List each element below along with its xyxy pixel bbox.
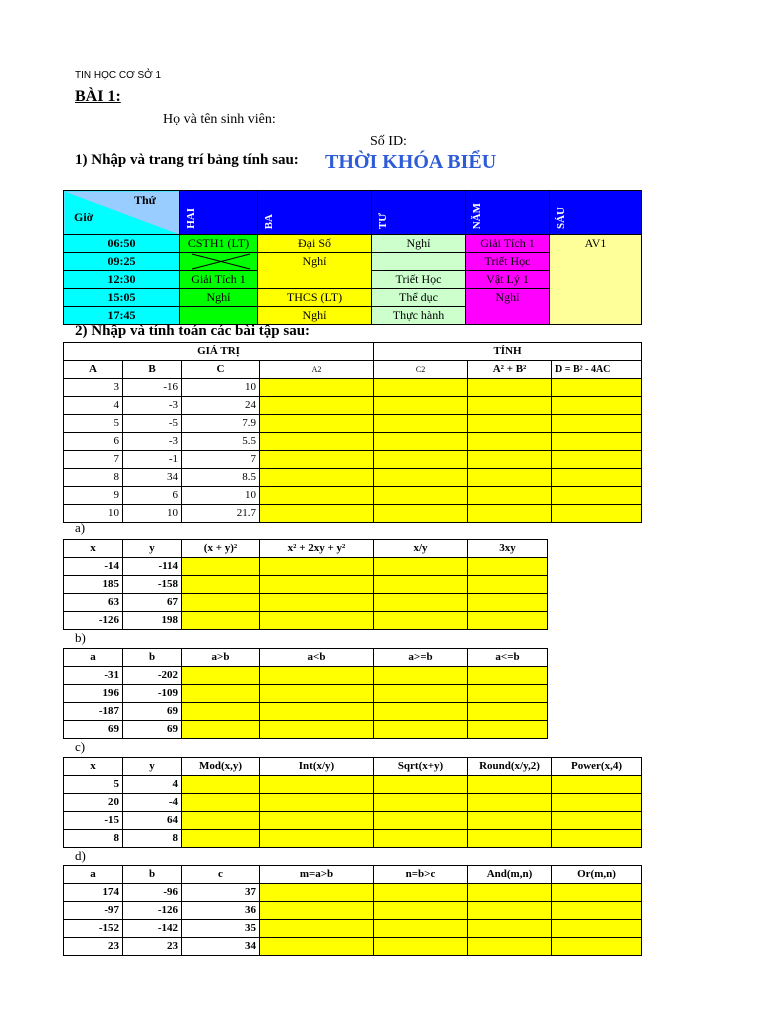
column-header: Sqrt(x+y) bbox=[374, 758, 468, 776]
day-label: NĂM bbox=[471, 202, 483, 229]
cell: 185 bbox=[64, 576, 123, 594]
answer-cell[interactable] bbox=[260, 703, 374, 721]
column-header: m=a>b bbox=[260, 866, 374, 884]
answer-cell[interactable] bbox=[468, 451, 552, 469]
column-header: a bbox=[64, 866, 123, 884]
column-header: x² + 2xy + y² bbox=[260, 540, 374, 558]
time-cell: 15:05 bbox=[64, 289, 180, 307]
timetable-cell-sau bbox=[550, 235, 642, 325]
answer-cell[interactable] bbox=[260, 415, 374, 433]
table-row bbox=[64, 685, 548, 703]
column-header: (x + y)² bbox=[182, 540, 260, 558]
answer-cell[interactable] bbox=[260, 505, 374, 523]
cell: 5.5 bbox=[182, 433, 260, 451]
answer-cell[interactable] bbox=[468, 776, 552, 794]
cell: 35 bbox=[182, 920, 260, 938]
table-row bbox=[64, 703, 548, 721]
answer-cell[interactable] bbox=[552, 830, 642, 848]
exercise-c-label: c) bbox=[75, 739, 86, 754]
cell: 10 bbox=[123, 505, 182, 523]
cell: -1 bbox=[123, 451, 182, 469]
answer-cell[interactable] bbox=[374, 558, 468, 576]
cell: 8 bbox=[123, 830, 182, 848]
cell: 10 bbox=[182, 379, 260, 397]
column-header: C bbox=[182, 361, 260, 379]
group-header-compute: TÍNH bbox=[374, 343, 642, 361]
day-label: TƯ bbox=[377, 212, 389, 229]
answer-cell[interactable] bbox=[468, 830, 552, 848]
cell: -5 bbox=[123, 415, 182, 433]
cell: 3 bbox=[64, 379, 123, 397]
cell: -187 bbox=[64, 703, 123, 721]
table-row bbox=[64, 830, 642, 848]
cell: -4 bbox=[123, 794, 182, 812]
cell: 8 bbox=[64, 830, 123, 848]
answer-cell[interactable] bbox=[374, 902, 468, 920]
answer-cell[interactable] bbox=[260, 594, 374, 612]
answer-cell[interactable] bbox=[374, 830, 468, 848]
cell: 69 bbox=[64, 721, 123, 739]
cell: 5 bbox=[64, 415, 123, 433]
time-cell: 12:30 bbox=[64, 271, 180, 289]
answer-cell[interactable] bbox=[468, 685, 548, 703]
table-row bbox=[64, 884, 642, 902]
column-header: y bbox=[123, 540, 182, 558]
timetable-cell-text: AV1 bbox=[584, 236, 607, 250]
column-header: D = B² - 4AC bbox=[552, 361, 642, 379]
table-row bbox=[64, 487, 642, 505]
table-row bbox=[64, 920, 642, 938]
answer-cell[interactable] bbox=[260, 776, 374, 794]
cell: -152 bbox=[64, 920, 123, 938]
cell: 36 bbox=[182, 902, 260, 920]
answer-cell[interactable] bbox=[552, 469, 642, 487]
column-header: Mod(x,y) bbox=[182, 758, 260, 776]
answer-cell[interactable] bbox=[468, 487, 552, 505]
answer-cell[interactable] bbox=[260, 902, 374, 920]
table-row bbox=[64, 433, 642, 451]
column-header: b bbox=[123, 866, 182, 884]
column-header: Int(x/y) bbox=[260, 758, 374, 776]
table-row bbox=[64, 812, 642, 830]
answer-cell[interactable] bbox=[182, 776, 260, 794]
cell: 7 bbox=[64, 451, 123, 469]
answer-cell[interactable] bbox=[374, 794, 468, 812]
timetable-cell: Giải Tích 1 bbox=[180, 271, 258, 289]
lesson-title: BÀI 1: bbox=[75, 88, 121, 105]
answer-cell[interactable] bbox=[182, 703, 260, 721]
corner-time-label: Giờ bbox=[74, 210, 94, 224]
table-row bbox=[64, 721, 548, 739]
column-header: c bbox=[182, 866, 260, 884]
corner-day-label: Thứ bbox=[134, 193, 156, 207]
table-row bbox=[64, 558, 548, 576]
answer-cell[interactable] bbox=[552, 902, 642, 920]
answer-cell[interactable] bbox=[468, 594, 548, 612]
answer-cell[interactable] bbox=[374, 451, 468, 469]
cell: -126 bbox=[64, 612, 123, 630]
values-body bbox=[64, 379, 642, 523]
column-header: B bbox=[123, 361, 182, 379]
answer-cell[interactable] bbox=[552, 433, 642, 451]
answer-cell[interactable] bbox=[260, 812, 374, 830]
cell: 7 bbox=[182, 451, 260, 469]
answer-cell[interactable] bbox=[182, 594, 260, 612]
answer-cell[interactable] bbox=[552, 415, 642, 433]
answer-cell[interactable] bbox=[374, 379, 468, 397]
column-header: A2 bbox=[260, 361, 374, 379]
column-header: x bbox=[64, 758, 123, 776]
cell: 8 bbox=[64, 469, 123, 487]
cell: 23 bbox=[123, 938, 182, 956]
answer-cell[interactable] bbox=[552, 938, 642, 956]
answer-cell[interactable] bbox=[468, 902, 552, 920]
table-row bbox=[64, 794, 642, 812]
exercise-d-table bbox=[63, 865, 642, 956]
answer-cell[interactable] bbox=[468, 721, 548, 739]
cell: -158 bbox=[123, 576, 182, 594]
answer-cell[interactable] bbox=[374, 776, 468, 794]
time-cell: 06:50 bbox=[64, 235, 180, 253]
student-name-label: Họ và tên sinh viên: bbox=[163, 112, 276, 127]
timetable-cell-text: Nghỉ bbox=[302, 254, 327, 268]
answer-cell[interactable] bbox=[260, 469, 374, 487]
timetable-cell: Thực hành bbox=[372, 307, 466, 325]
column-header: a>b bbox=[182, 649, 260, 667]
cell: 7.9 bbox=[182, 415, 260, 433]
table-row bbox=[64, 612, 548, 630]
answer-cell[interactable] bbox=[374, 505, 468, 523]
cell: 6 bbox=[123, 487, 182, 505]
answer-cell[interactable] bbox=[374, 415, 468, 433]
cell: 23 bbox=[64, 938, 123, 956]
column-header: a<b bbox=[260, 649, 374, 667]
course-title: TIN HỌC CƠ SỞ 1 bbox=[75, 70, 162, 81]
cell: 198 bbox=[123, 612, 182, 630]
table-row bbox=[64, 415, 642, 433]
group-header-values: GIÁ TRỊ bbox=[64, 343, 374, 361]
column-header: x bbox=[64, 540, 123, 558]
cell: 67 bbox=[123, 594, 182, 612]
column-header: a bbox=[64, 649, 123, 667]
timetable-cell: THCS (LT) bbox=[258, 289, 372, 307]
column-header: A² + B² bbox=[468, 361, 552, 379]
cell: 64 bbox=[123, 812, 182, 830]
timetable-cell: Giải Tích 1 bbox=[466, 235, 550, 253]
column-header: b bbox=[123, 649, 182, 667]
answer-cell[interactable] bbox=[374, 685, 468, 703]
cell: 174 bbox=[64, 884, 123, 902]
cell: -14 bbox=[64, 558, 123, 576]
answer-cell[interactable] bbox=[374, 487, 468, 505]
answer-cell[interactable] bbox=[468, 558, 548, 576]
cell: -96 bbox=[123, 884, 182, 902]
cell: 69 bbox=[123, 703, 182, 721]
answer-cell[interactable] bbox=[260, 685, 374, 703]
cell: -126 bbox=[123, 902, 182, 920]
day-header-hai bbox=[180, 191, 258, 235]
cell: -109 bbox=[123, 685, 182, 703]
cell: -16 bbox=[123, 379, 182, 397]
column-header: a<=b bbox=[468, 649, 548, 667]
cell: 4 bbox=[123, 776, 182, 794]
time-cell: 17:45 bbox=[64, 307, 180, 325]
answer-cell[interactable] bbox=[468, 469, 552, 487]
exercise-a-label: a) bbox=[75, 520, 86, 535]
column-header: Or(m,n) bbox=[552, 866, 642, 884]
values-table bbox=[63, 342, 642, 523]
timetable-cell bbox=[180, 307, 258, 325]
answer-cell[interactable] bbox=[552, 379, 642, 397]
answer-cell[interactable] bbox=[374, 884, 468, 902]
cell: -202 bbox=[123, 667, 182, 685]
timetable-cell bbox=[258, 253, 372, 289]
answer-cell[interactable] bbox=[182, 794, 260, 812]
time-cell: 09:25 bbox=[64, 253, 180, 271]
column-header: 3xy bbox=[468, 540, 548, 558]
column-header: A bbox=[64, 361, 123, 379]
exercise-c-table bbox=[63, 757, 642, 848]
answer-cell[interactable] bbox=[260, 794, 374, 812]
answer-cell[interactable] bbox=[260, 721, 374, 739]
timetable-cell: Thể dục bbox=[372, 289, 466, 307]
timetable-cell: Triết Học bbox=[466, 253, 550, 271]
answer-cell[interactable] bbox=[182, 830, 260, 848]
cell: 6 bbox=[64, 433, 123, 451]
table-row bbox=[64, 505, 642, 523]
answer-cell[interactable] bbox=[468, 415, 552, 433]
cell: -3 bbox=[123, 397, 182, 415]
cell: -114 bbox=[123, 558, 182, 576]
answer-cell[interactable] bbox=[552, 920, 642, 938]
column-header: And(m,n) bbox=[468, 866, 552, 884]
table-row bbox=[64, 667, 548, 685]
answer-cell[interactable] bbox=[374, 721, 468, 739]
answer-cell[interactable] bbox=[552, 812, 642, 830]
answer-cell[interactable] bbox=[374, 576, 468, 594]
answer-cell[interactable] bbox=[182, 667, 260, 685]
cell: 8.5 bbox=[182, 469, 260, 487]
answer-cell[interactable] bbox=[260, 451, 374, 469]
answer-cell[interactable] bbox=[260, 938, 374, 956]
column-header: a>=b bbox=[374, 649, 468, 667]
cell: -97 bbox=[64, 902, 123, 920]
answer-cell[interactable] bbox=[260, 379, 374, 397]
cell: 37 bbox=[182, 884, 260, 902]
answer-cell[interactable] bbox=[374, 433, 468, 451]
table-row bbox=[64, 938, 642, 956]
answer-cell[interactable] bbox=[468, 667, 548, 685]
answer-cell[interactable] bbox=[552, 884, 642, 902]
exercise-b-table bbox=[63, 648, 548, 739]
table-row bbox=[64, 469, 642, 487]
student-id-label: Số ID: bbox=[370, 134, 407, 149]
answer-cell[interactable] bbox=[182, 576, 260, 594]
column-header: C2 bbox=[374, 361, 468, 379]
answer-cell[interactable] bbox=[182, 812, 260, 830]
exercise-b-label: b) bbox=[75, 630, 86, 645]
cell: 20 bbox=[64, 794, 123, 812]
cell: 5 bbox=[64, 776, 123, 794]
section-1-heading: 1) Nhập và trang trí bảng tính sau: bbox=[75, 152, 299, 168]
exercise-d-label: d) bbox=[75, 848, 86, 863]
answer-cell[interactable] bbox=[374, 594, 468, 612]
answer-cell[interactable] bbox=[468, 920, 552, 938]
table-row bbox=[64, 776, 642, 794]
table-row bbox=[64, 902, 642, 920]
answer-cell[interactable] bbox=[182, 685, 260, 703]
timetable-corner-cell bbox=[64, 191, 180, 235]
answer-cell[interactable] bbox=[374, 469, 468, 487]
cell: 63 bbox=[64, 594, 123, 612]
day-label: SÁU bbox=[555, 206, 567, 229]
day-label: HAI bbox=[185, 208, 197, 229]
answer-cell[interactable] bbox=[260, 920, 374, 938]
cell: -3 bbox=[123, 433, 182, 451]
answer-cell[interactable] bbox=[468, 576, 548, 594]
cross-mark-icon bbox=[180, 253, 258, 270]
answer-cell[interactable] bbox=[468, 379, 552, 397]
answer-cell[interactable] bbox=[552, 487, 642, 505]
cell: 10 bbox=[64, 505, 123, 523]
timetable-cell: Triết Học bbox=[372, 271, 466, 289]
column-header: y bbox=[123, 758, 182, 776]
day-header-ba bbox=[258, 191, 372, 235]
timetable-title: THỜI KHÓA BIỂU bbox=[325, 151, 497, 173]
cell: 196 bbox=[64, 685, 123, 703]
answer-cell[interactable] bbox=[260, 397, 374, 415]
column-header: Power(x,4) bbox=[552, 758, 642, 776]
cell: 69 bbox=[123, 721, 182, 739]
answer-cell[interactable] bbox=[182, 721, 260, 739]
answer-cell[interactable] bbox=[182, 558, 260, 576]
timetable-cell: CSTH1 (LT) bbox=[180, 235, 258, 253]
answer-cell[interactable] bbox=[374, 703, 468, 721]
answer-cell[interactable] bbox=[552, 451, 642, 469]
answer-cell[interactable] bbox=[260, 487, 374, 505]
answer-cell[interactable] bbox=[552, 794, 642, 812]
answer-cell[interactable] bbox=[260, 558, 374, 576]
answer-cell[interactable] bbox=[468, 703, 548, 721]
table-row bbox=[64, 576, 548, 594]
section-2-heading: 2) Nhập và tính toán các bài tập sau: bbox=[75, 323, 311, 339]
answer-cell[interactable] bbox=[468, 433, 552, 451]
answer-cell[interactable] bbox=[468, 505, 552, 523]
cell: 9 bbox=[64, 487, 123, 505]
timetable-cell-text: Nghỉ bbox=[495, 290, 520, 304]
table-row bbox=[64, 379, 642, 397]
answer-cell[interactable] bbox=[374, 920, 468, 938]
answer-cell[interactable] bbox=[374, 397, 468, 415]
answer-cell[interactable] bbox=[260, 433, 374, 451]
table-row bbox=[64, 397, 642, 415]
answer-cell[interactable] bbox=[260, 884, 374, 902]
answer-cell[interactable] bbox=[374, 612, 468, 630]
timetable-cell: Nghỉ bbox=[372, 235, 466, 253]
answer-cell[interactable] bbox=[468, 938, 552, 956]
cell: 34 bbox=[182, 938, 260, 956]
cell: -142 bbox=[123, 920, 182, 938]
exercise-a-table bbox=[63, 539, 548, 630]
timetable-crossed-cell bbox=[180, 253, 258, 271]
answer-cell[interactable] bbox=[374, 938, 468, 956]
answer-cell[interactable] bbox=[260, 830, 374, 848]
timetable-cell: Vật Lý 1 bbox=[466, 271, 550, 289]
timetable bbox=[63, 190, 642, 325]
answer-cell[interactable] bbox=[260, 667, 374, 685]
day-header-sau bbox=[550, 191, 642, 235]
answer-cell[interactable] bbox=[468, 812, 552, 830]
cell: 34 bbox=[123, 469, 182, 487]
answer-cell[interactable] bbox=[260, 576, 374, 594]
answer-cell[interactable] bbox=[374, 812, 468, 830]
day-header-nam bbox=[466, 191, 550, 235]
cell: 10 bbox=[182, 487, 260, 505]
timetable-cell: Nghỉ bbox=[258, 307, 372, 325]
table-row bbox=[64, 451, 642, 469]
answer-cell[interactable] bbox=[552, 397, 642, 415]
timetable-cell bbox=[466, 289, 550, 325]
timetable-cell: Đại Số bbox=[258, 235, 372, 253]
answer-cell[interactable] bbox=[552, 776, 642, 794]
cell: -31 bbox=[64, 667, 123, 685]
column-header: Round(x/y,2) bbox=[468, 758, 552, 776]
timetable-cell: Nghỉ bbox=[180, 289, 258, 307]
cell: 24 bbox=[182, 397, 260, 415]
day-label: BA bbox=[263, 213, 275, 229]
timetable-cell bbox=[372, 253, 466, 271]
answer-cell[interactable] bbox=[182, 612, 260, 630]
cell: 4 bbox=[64, 397, 123, 415]
answer-cell[interactable] bbox=[468, 612, 548, 630]
answer-cell[interactable] bbox=[374, 667, 468, 685]
answer-cell[interactable] bbox=[468, 794, 552, 812]
answer-cell[interactable] bbox=[552, 505, 642, 523]
table-row bbox=[64, 594, 548, 612]
cell: 21.7 bbox=[182, 505, 260, 523]
answer-cell[interactable] bbox=[468, 397, 552, 415]
cell: -15 bbox=[64, 812, 123, 830]
answer-cell[interactable] bbox=[260, 612, 374, 630]
day-header-tu bbox=[372, 191, 466, 235]
answer-cell[interactable] bbox=[468, 884, 552, 902]
column-header: n=b>c bbox=[374, 866, 468, 884]
column-header: x/y bbox=[374, 540, 468, 558]
